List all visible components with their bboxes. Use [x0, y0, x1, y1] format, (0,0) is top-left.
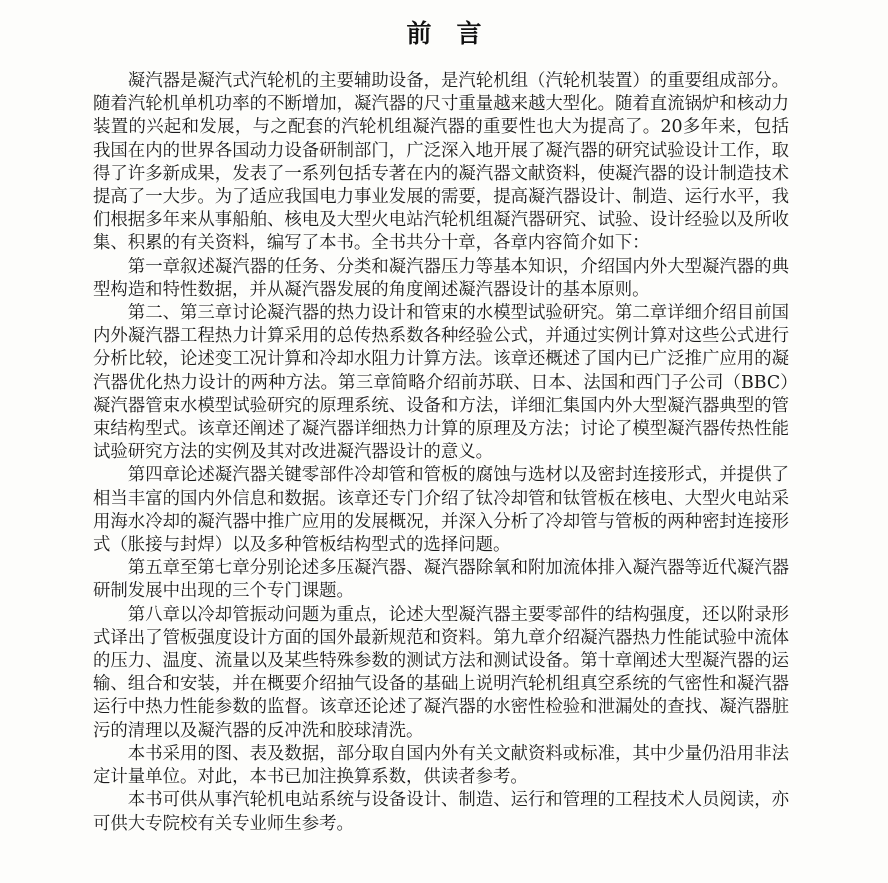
document-body [93, 70, 789, 836]
paragraph-chapter-2-3: 第二、第三章讨论凝汽器的热力设计和管束的水模型试验研究。第二章详细介绍目前国内外凝汽器工程热力计算采用的总传热系数各种经验公式，并通过实例计算对这些公式进行分析比较，论述变工况计算和冷却水阻力计算方法。该章还概述了国内已广泛推广应用的凝汽器优化热力设计的两种方法。第三章简略介绍前苏联、日本、法国和西门子公司（BBC）凝汽器管束水模型试验研究的原理系统、设备和方法，详细汇集国内外大型凝汽器典型的管束结构型式。该章还阐述了凝汽器详细热力计算的原理及方法；讨论了模型凝汽器传热性能试验研究方法的实例及其对改进凝汽器设计的意义。 [93, 303, 789, 463]
paragraph-chapter-4: 第四章论述凝汽器关键零部件冷却管和管板的腐蚀与选材以及密封连接形式，并提供了相当丰富的国内外信息和数据。该章还专门介绍了钛冷却管和钛管板在核电、大型火电站采用海水冷却的凝汽器中推广应用的发展概况，并深入分析了冷却管与管板的两种密封连接形式（胀接与封焊）以及多种管板结构型式的选择问题。 [93, 465, 789, 556]
paragraph-units-note: 本书采用的图、表及数据，部分取自国内外有关文献资料或标准，其中少量仍沿用非法定计量单位。对此，本书已加注换算系数，供读者参考。 [93, 743, 789, 788]
paragraph-chapter-5-7: 第五章至第七章分别论述多压凝汽器、凝汽器除氧和附加流体排入凝汽器等近代凝汽器研制发展中出现的三个专门课题。 [93, 558, 789, 602]
paragraph-audience: 本书可供从事汽轮机电站系统与设备设计、制造、运行和管理的工程技术人员阅读，亦可供大专院校有关专业师生参考。 [93, 790, 789, 834]
paragraph-intro: 凝汽器是凝汽式汽轮机的主要辅助设备，是汽轮机组（汽轮机装置）的重要组成部分。随着汽轮机单机功率的不断增加，凝汽器的尺寸重量越来越大型化。随着直流锅炉和核动力装置的兴起和发展，与之配套的汽轮机组凝汽器的重要性也大为提高了。20多年来，包括我国在内的世界各国动力设备研制部门，广泛深入地开展了凝汽器的研究试验设计工作，取得了许多新成果，发表了一系列包括专著在内的凝汽器文献资料，使凝汽器的设计制造技术提高了一大步。为了适应我国电力事业发展的需要，提高凝汽器设计、制造、运行水平，我们根据多年来从事船舶、核电及大型火电站汽轮机组凝汽器研究、试验、设计经验以及所收集、积累的有关资料，编写了本书。全书共分十章，各章内容简介如下： [93, 71, 789, 254]
paragraph-chapter-8-10: 第八章以冷却管振动问题为重点，论述大型凝汽器主要零部件的结构强度，还以附录形式译出了管板强度设计方面的国外最新规范和资料。第九章介绍凝汽器热力性能试验中流体的压力、温度、流量以及某些特殊参数的测试方法和测试设备。第十章阐述大型凝汽器的运输、组合和安装，并在概要介绍抽气设备的基础上说明汽轮机组真空系统的气密性和凝汽器运行中热力性能参数的监督。该章还论述了凝汽器的水密性检验和泄漏处的查找、凝汽器脏污的清理以及凝汽器的反冲洗和胶球清洗。 [93, 604, 789, 741]
page-title: 前 言 [406, 19, 482, 48]
paragraph-chapter-1: 第一章叙述凝汽器的任务、分类和凝汽器压力等基本知识，介绍国内外大型凝汽器的典型构造和特性数据，并从凝汽器发展的角度阐述凝汽器设计的基本原则。 [93, 256, 789, 300]
